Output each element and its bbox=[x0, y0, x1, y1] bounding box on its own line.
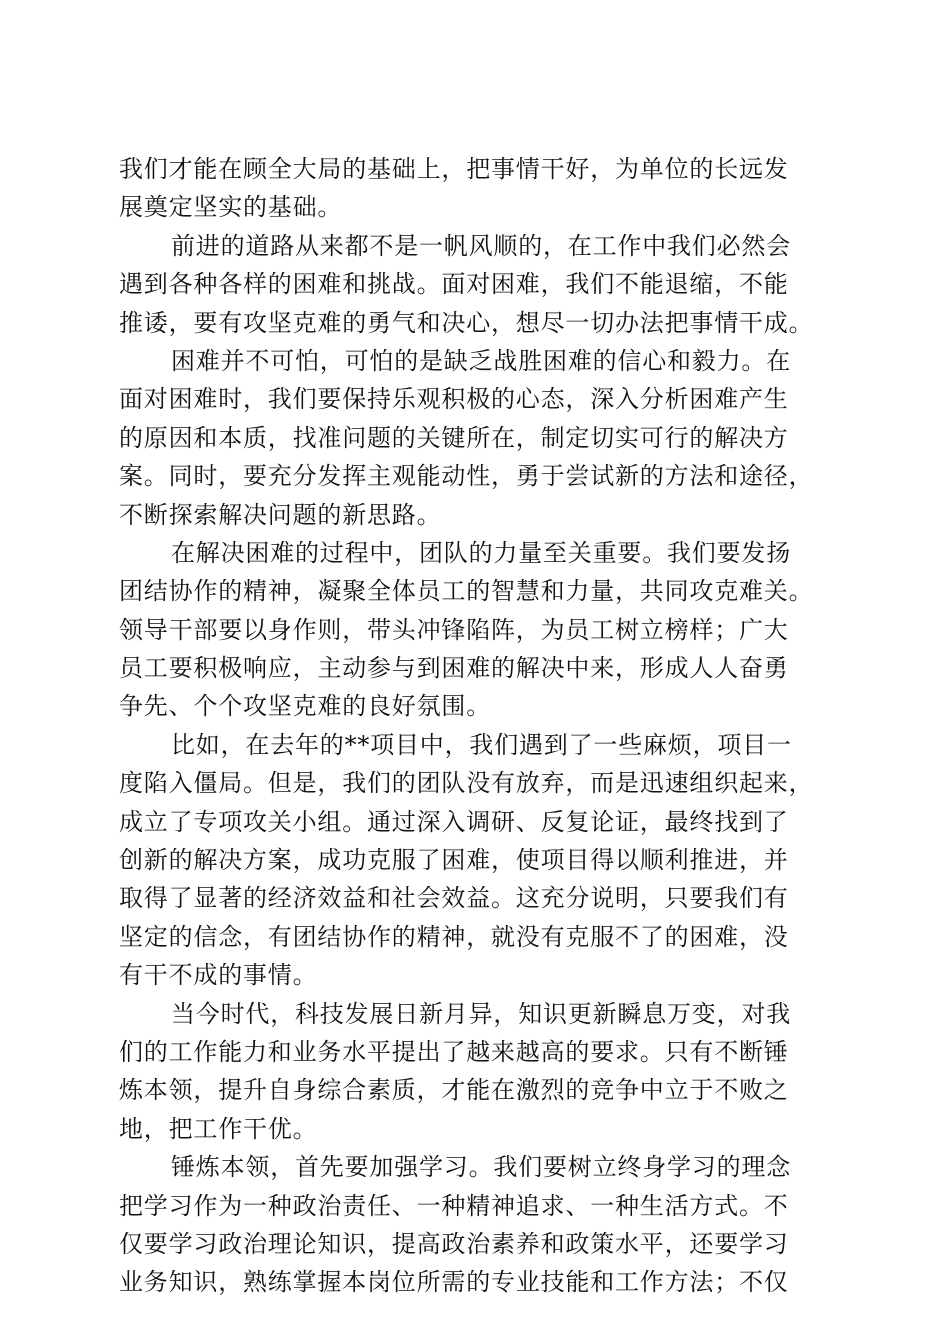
text-line: 前进的道路从来都不是一帆风顺的，在工作中我们必然会 bbox=[171, 231, 791, 260]
text-line: 展奠定坚实的基础。 bbox=[119, 193, 343, 222]
text-line: 锤炼本领，首先要加强学习。我们要树立终身学习的理念 bbox=[171, 1153, 791, 1182]
text-line: 比如，在去年的**项目中，我们遇到了一些麻烦，项目一 bbox=[171, 730, 792, 759]
text-line: 度陷入僵局。但是，我们的团队没有放弃，而是迅速组织起来， bbox=[119, 769, 814, 798]
text-line: 创新的解决方案，成功克服了困难，使项目得以顺利推进，并 bbox=[119, 846, 789, 875]
text-line: 业务知识，熟练掌握本岗位所需的专业技能和工作方法；不仅 bbox=[119, 1268, 789, 1297]
text-line: 当今时代，科技发展日新月异，知识更新瞬息万变，对我 bbox=[171, 999, 791, 1028]
document-body bbox=[119, 150, 831, 1302]
text-line: 取得了显著的经济效益和社会效益。这充分说明，只要我们有 bbox=[119, 884, 789, 913]
text-line: 把学习作为一种政治责任、一种精神追求、一种生活方式。不 bbox=[119, 1191, 789, 1220]
text-line: 不断探索解决问题的新思路。 bbox=[119, 500, 442, 529]
text-line: 面对困难时，我们要保持乐观积极的心态，深入分析困难产生 bbox=[119, 385, 789, 414]
text-line: 争先、个个攻坚克难的良好氛围。 bbox=[119, 692, 491, 721]
text-line: 推诿，要有攻坚克难的勇气和决心，想尽一切办法把事情干成。 bbox=[119, 308, 814, 337]
text-line: 领导干部要以身作则，带头冲锋陷阵，为员工树立榜样；广大 bbox=[119, 615, 789, 644]
text-line: 我们才能在顾全大局的基础上，把事情干好，为单位的长远发 bbox=[119, 155, 789, 183]
paragraph-7 bbox=[119, 1148, 831, 1302]
text-line: 仅要学习政治理论知识，提高政治素养和政策水平，还要学习 bbox=[119, 1229, 789, 1258]
paragraph-3 bbox=[119, 342, 831, 534]
paragraph-2 bbox=[119, 227, 831, 342]
text-line: 地，把工作干优。 bbox=[119, 1114, 318, 1143]
text-line: 团结协作的精神，凝聚全体员工的智慧和力量，共同攻克难关。 bbox=[119, 577, 814, 606]
text-line: 们的工作能力和业务水平提出了越来越高的要求。只有不断锤 bbox=[119, 1037, 789, 1066]
paragraph-6 bbox=[119, 995, 831, 1149]
paragraph-1 bbox=[119, 150, 831, 227]
text-line: 炼本领，提升自身综合素质，才能在激烈的竞争中立于不败之 bbox=[119, 1076, 789, 1105]
text-line: 困难并不可怕，可怕的是缺乏战胜困难的信心和毅力。在 bbox=[171, 346, 791, 375]
paragraph-4 bbox=[119, 534, 831, 726]
text-line: 遇到各种各样的困难和挑战。面对困难，我们不能退缩，不能 bbox=[119, 270, 789, 299]
text-line: 坚定的信念，有团结协作的精神，就没有克服不了的困难，没 bbox=[119, 922, 789, 951]
text-line: 有干不成的事情。 bbox=[119, 961, 318, 990]
text-line: 的原因和本质，找准问题的关键所在，制定切实可行的解决方 bbox=[119, 423, 789, 452]
text-line: 案。同时，要充分发挥主观能动性，勇于尝试新的方法和途径， bbox=[119, 462, 814, 491]
text-line: 成立了专项攻关小组。通过深入调研、反复论证，最终找到了 bbox=[119, 807, 789, 836]
paragraph-5 bbox=[119, 726, 831, 995]
text-line: 员工要积极响应，主动参与到困难的解决中来，形成人人奋勇 bbox=[119, 654, 789, 683]
text-line: 在解决困难的过程中，团队的力量至关重要。我们要发扬 bbox=[171, 538, 791, 567]
